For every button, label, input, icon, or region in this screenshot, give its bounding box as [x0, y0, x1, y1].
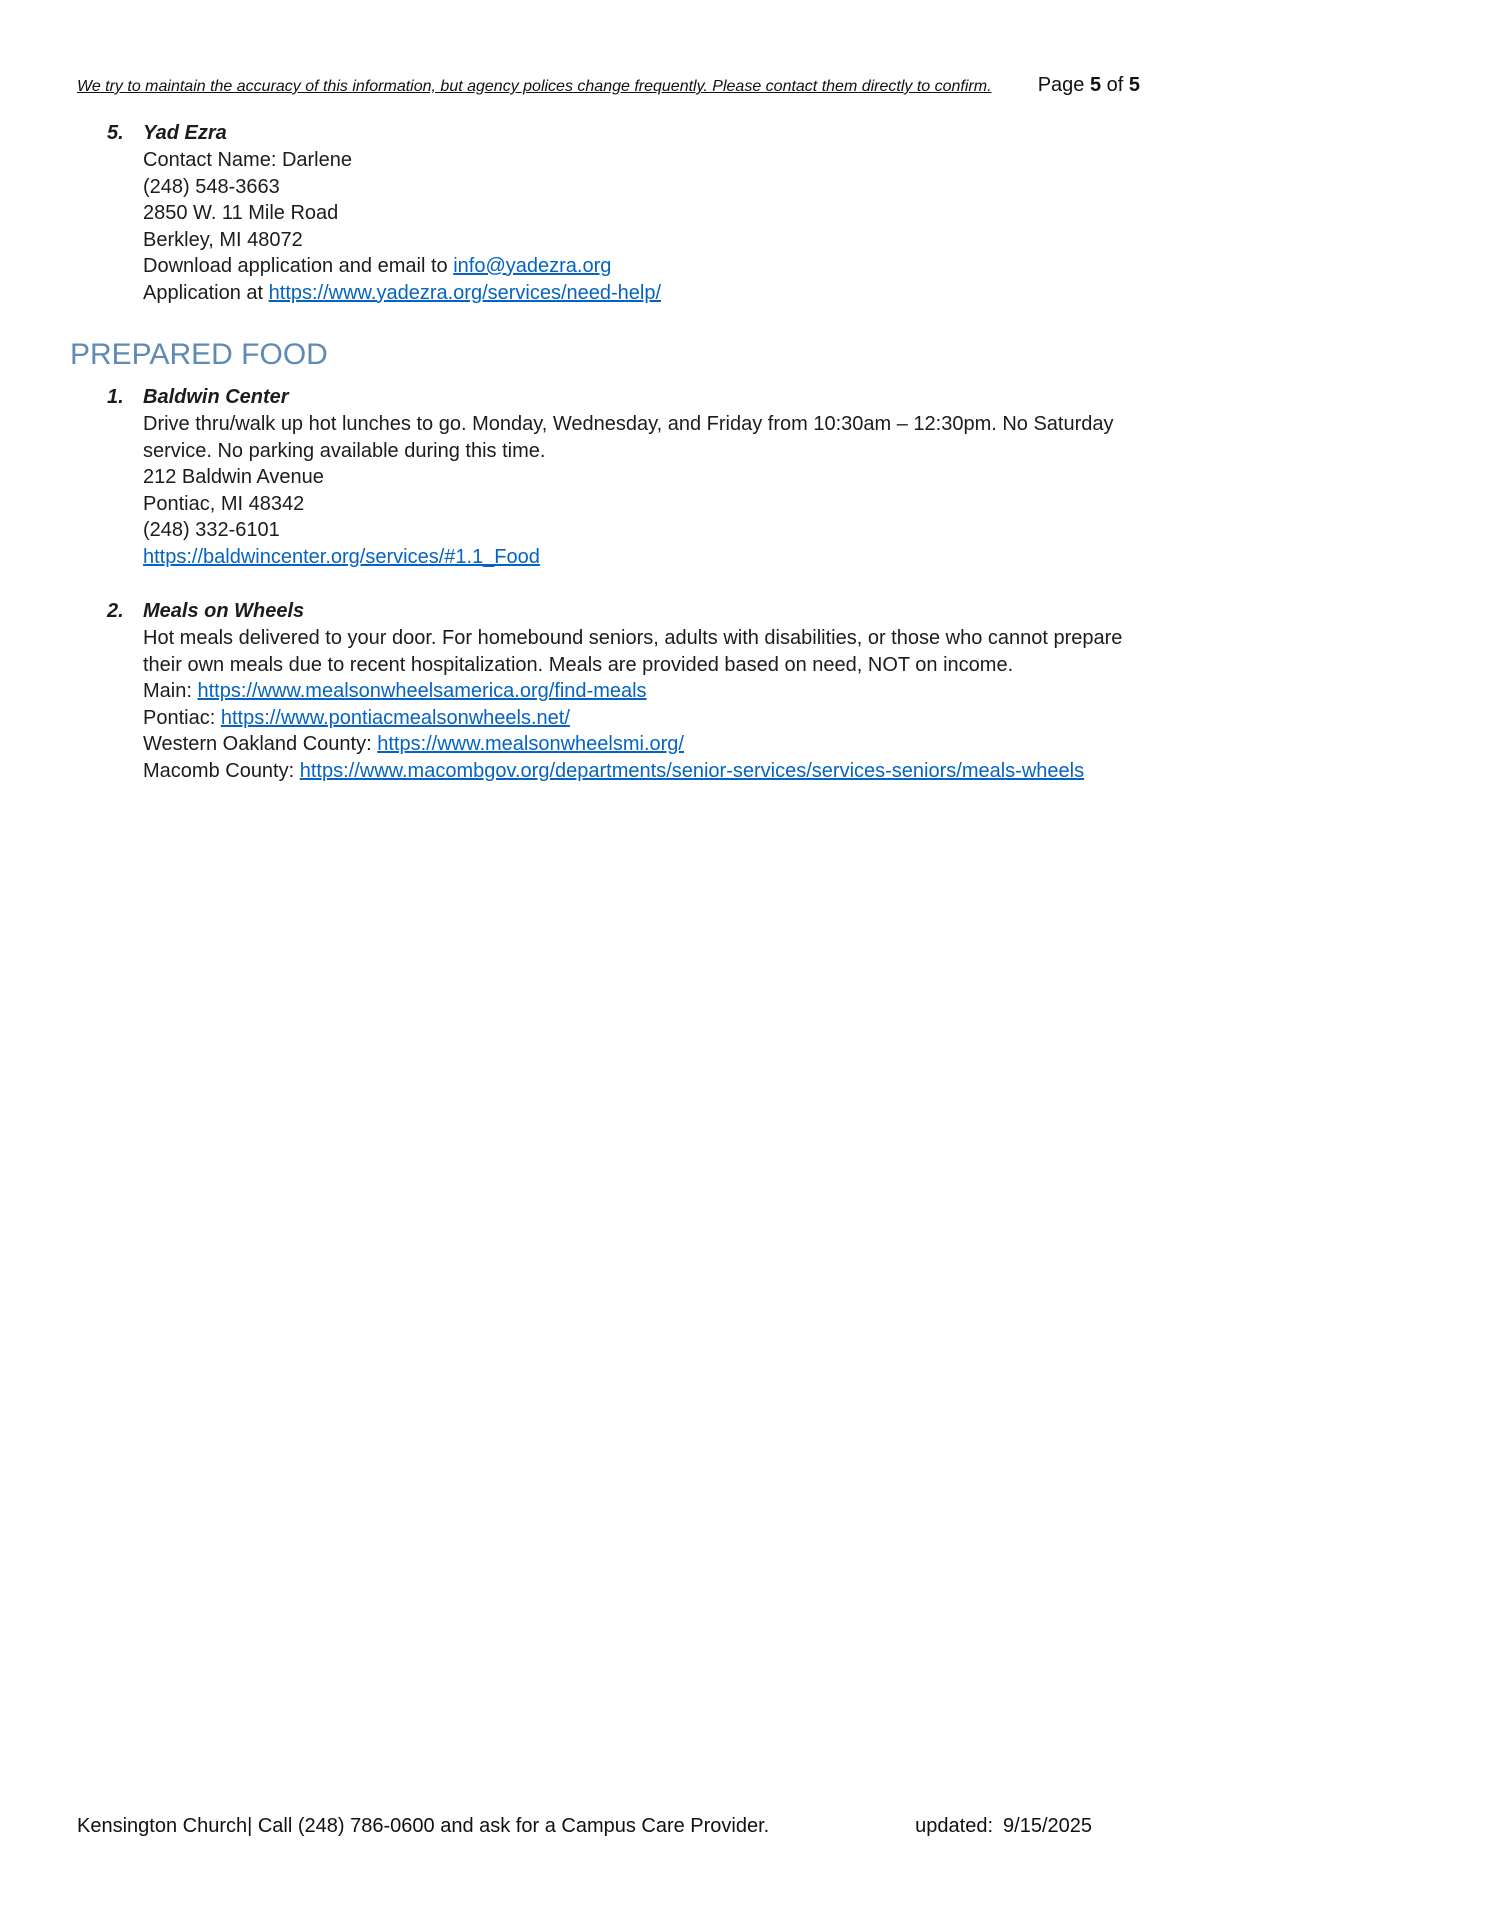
mow-western-oakland-link[interactable]: https://www.mealsonwheelsmi.org/ [377, 733, 684, 755]
list-number: 5. [107, 122, 124, 144]
list-number: 2. [107, 600, 124, 622]
updated-label: updated: [915, 1815, 994, 1837]
mow-macomb-line [143, 758, 1143, 785]
page-current: 5 [1089, 74, 1102, 96]
baldwin-description: Drive thru/walk up hot lunches to go. Monday, Wednesday, and Friday from 10:30am – 12:30pm. No Saturday service. No parking available during this time. [143, 413, 1114, 462]
list-item-meals-on-wheels [0, 598, 1487, 784]
yad-ezra-phone: (248) 548-3663 [143, 175, 280, 198]
yad-ezra-address-city: Berkley, MI 48072 [143, 228, 303, 251]
of-word: of [1101, 74, 1129, 96]
updated-date: 9/15/2025 [1003, 1815, 1092, 1837]
mow-macomb-label: Macomb County: [143, 759, 300, 782]
list-item-baldwin-center [0, 384, 1487, 570]
yadezra-email-link[interactable]: info@yadezra.org [453, 255, 612, 277]
page-word: Page [1037, 74, 1090, 96]
mow-main-line [143, 678, 1143, 705]
meals-on-wheels-title: Meals on Wheels [143, 600, 305, 622]
baldwin-website-line [143, 544, 1143, 571]
baldwin-title: Baldwin Center [143, 386, 289, 408]
page-header [77, 74, 1140, 97]
mow-western-oakland-line [143, 731, 1143, 758]
mow-main-label: Main: [143, 680, 198, 702]
document-content [0, 120, 1487, 784]
mow-pontiac-label: Pontiac: [143, 706, 221, 729]
yad-ezra-application-text: Application at [143, 281, 269, 304]
yad-ezra-body [143, 120, 1143, 306]
yad-ezra-download-text: Download application and email to [143, 255, 454, 277]
footer-contact-text: Kensington Church| Call (248) 786-0600 and ask for a Campus Care Provider. [77, 1815, 770, 1837]
mow-western-oakland-label: Western Oakland County: [143, 733, 378, 755]
page-number-indicator [1038, 74, 1140, 97]
mow-main-link[interactable]: https://www.mealsonwheelsamerica.org/find-meals [197, 680, 647, 702]
page-total: 5 [1128, 74, 1140, 96]
list-number: 1. [107, 386, 124, 408]
baldwin-address-city: Pontiac, MI 48342 [143, 492, 305, 515]
yadezra-application-link[interactable]: https://www.yadezra.org/services/need-help/ [268, 281, 662, 304]
yad-ezra-title: Yad Ezra [143, 122, 227, 144]
baldwin-phone: (248) 332-6101 [143, 519, 280, 541]
meals-on-wheels-description: Hot meals delivered to your door. For homebound seniors, adults with disabilities, or those who cannot prepare their own meals due to recent hospitalization. Meals are provided based on need, NOT on income. [143, 627, 1123, 676]
mow-macomb-link[interactable]: https://www.macombgov.org/departments/senior-services/services-seniors/meals-wheels [299, 759, 1085, 782]
disclaimer-text: We try to maintain the accuracy of this information, but agency polices change frequently. Please contact them directly to confirm. [77, 78, 992, 95]
list-item-yad-ezra [0, 120, 1487, 306]
yad-ezra-application-line [143, 280, 1143, 307]
mow-pontiac-line [143, 705, 1143, 732]
baldwin-website-link[interactable]: https://baldwincenter.org/services/#1.1_Food [143, 545, 540, 568]
baldwin-body [143, 384, 1143, 570]
mow-pontiac-link[interactable]: https://www.pontiacmealsonwheels.net/ [220, 706, 570, 729]
footer-updated [915, 1815, 1092, 1838]
section-heading-prepared-food: PREPARED FOOD [70, 338, 328, 371]
page-footer [77, 1815, 1140, 1838]
baldwin-address-street: 212 Baldwin Avenue [143, 466, 324, 488]
spacer [0, 570, 1487, 598]
yad-ezra-address-street: 2850 W. 11 Mile Road [143, 202, 339, 224]
meals-on-wheels-body [143, 598, 1143, 784]
yad-ezra-contact: Contact Name: Darlene [143, 149, 352, 171]
yad-ezra-download-line [143, 253, 1143, 280]
